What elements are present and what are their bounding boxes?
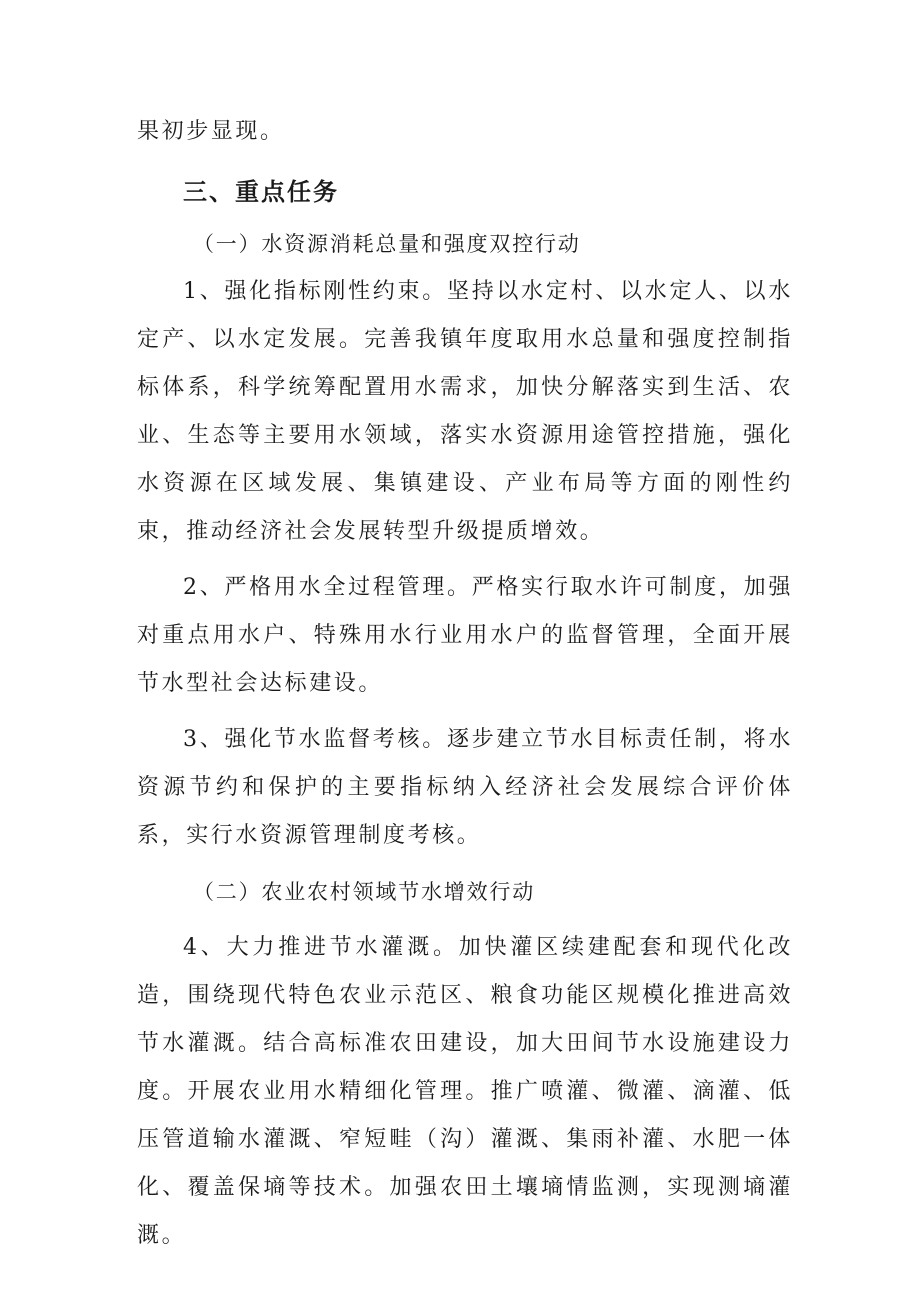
- paragraph-3: 3、强化节水监督考核。逐步建立节水目标责任制，将水资源节约和保护的主要指标纳入经济社会发展综合评价体系，实行水资源管理制度考核。: [137, 727, 793, 848]
- document-page: [137, 108, 793, 1260]
- section-heading-key-tasks: 三、重点任务: [183, 178, 339, 206]
- subsection-heading-1: （一）水资源消耗总量和强度双控行动: [193, 232, 581, 256]
- paragraph-continuation: 果初步显现。: [137, 119, 285, 144]
- paragraph-4: 4、大力推进节水灌溉。加快灌区续建配套和现代化改造，围绕现代特色农业示范区、粮食功能区规模化推进高效节水灌溉。结合高标准农田建设，加大田间节水设施建设力度。开展农业用水精细化管理。推广喷灌、微灌、滴灌、低压管道输水灌溉、窄短畦（沟）灌溉、集雨补灌、水肥一体化、覆盖保墒等技术。加强农田土壤墒情监测，实现测墒灌溉。: [137, 935, 793, 1248]
- paragraph-1: 1、强化指标刚性约束。坚持以水定村、以水定人、以水定产、以水定发展。完善我镇年度取用水总量和强度控制指标体系，科学统筹配置用水需求，加快分解落实到生活、农业、生态等主要用水领域，落实水资源用途管控措施，强化水资源在区域发展、集镇建设、产业布局等方面的刚性约束，推动经济社会发展转型升级提质增效。: [137, 279, 793, 544]
- paragraph-2: 2、严格用水全过程管理。严格实行取水许可制度，加强对重点用水户、特殊用水行业用水户的监督管理，全面开展节水型社会达标建设。: [137, 575, 793, 696]
- subsection-heading-2: （二）农业农村领域节水增效行动: [193, 880, 535, 904]
